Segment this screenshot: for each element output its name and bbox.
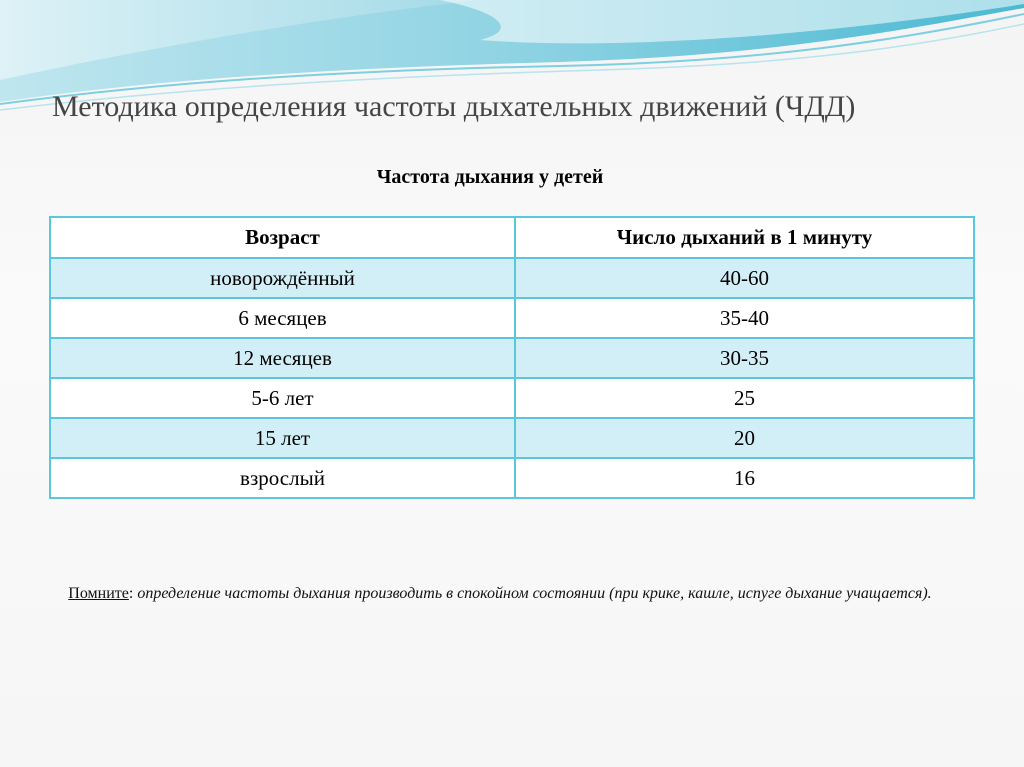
respiratory-rate-table	[49, 216, 975, 499]
table-header-row	[50, 217, 974, 258]
header-breaths-per-minute: Число дыханий в 1 минуту	[515, 217, 974, 258]
rate-cell: 25	[515, 378, 974, 418]
rate-cell: 40-60	[515, 258, 974, 298]
table-row	[50, 418, 974, 458]
table-caption: Частота дыхания у детей	[376, 166, 604, 188]
reminder-note	[40, 583, 960, 605]
table-row	[50, 338, 974, 378]
rate-cell: 20	[515, 418, 974, 458]
table-row	[50, 298, 974, 338]
table-row	[50, 258, 974, 298]
age-cell: новорождённый	[50, 258, 515, 298]
note-text: определение частоты дыхания производить в спокойном состоянии (при крике, кашле, испуге дыхание учащается).	[133, 585, 932, 602]
rate-cell: 35-40	[515, 298, 974, 338]
age-cell: 5-6 лет	[50, 378, 515, 418]
rate-cell: 30-35	[515, 338, 974, 378]
note-separator: :	[128, 585, 134, 602]
age-cell: 15 лет	[50, 418, 515, 458]
slide-title: Методика определения частоты дыхательных движений (ЧДД)	[52, 90, 856, 123]
age-cell: 12 месяцев	[50, 338, 515, 378]
rate-cell: 16	[515, 458, 974, 498]
table-row	[50, 458, 974, 498]
table-row	[50, 378, 974, 418]
header-age: Возраст	[50, 217, 515, 258]
age-cell: 6 месяцев	[50, 298, 515, 338]
note-label: Помните	[68, 585, 129, 602]
age-cell: взрослый	[50, 458, 515, 498]
